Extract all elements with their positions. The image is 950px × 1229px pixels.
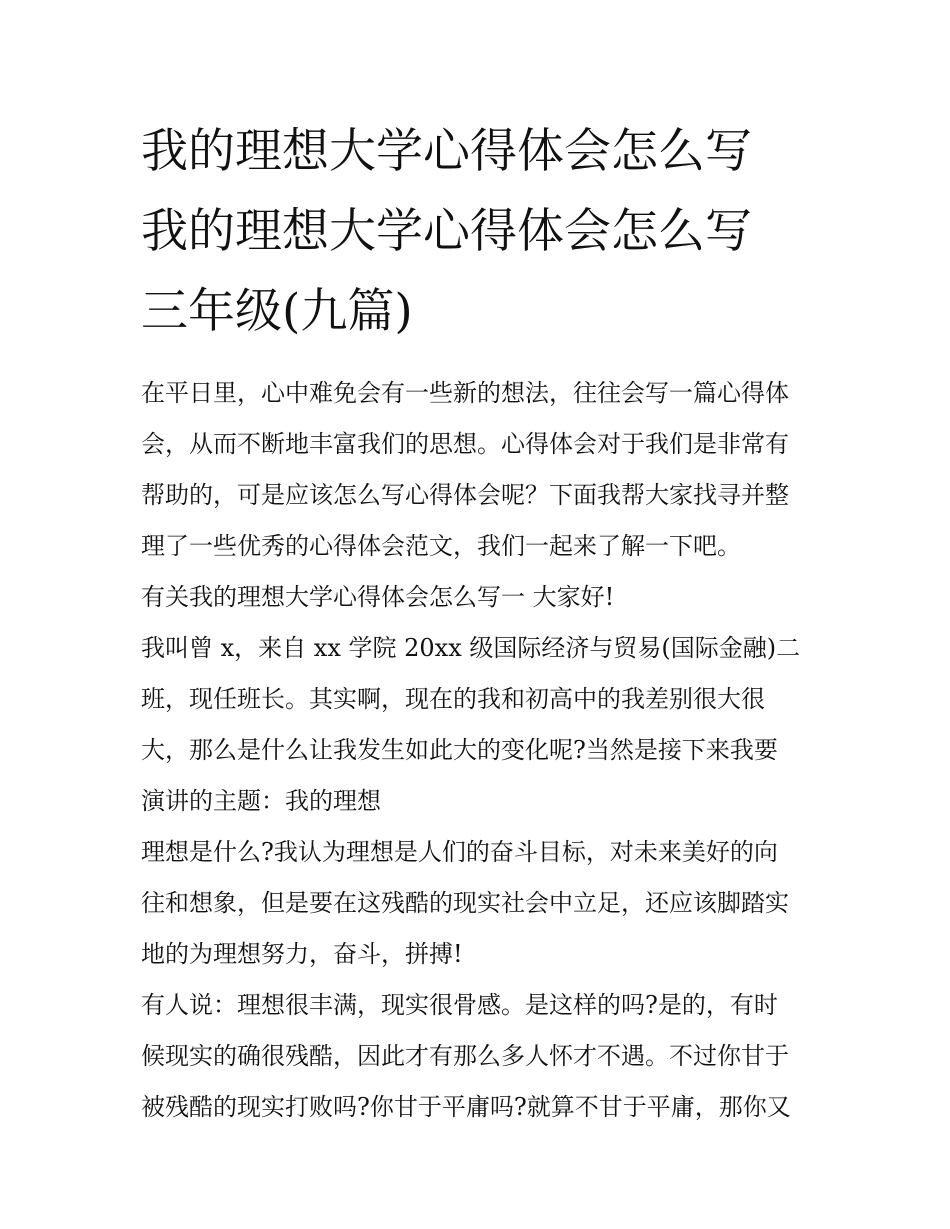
paragraph-what-is-ideal (141, 827, 821, 980)
paragraph-self-intro (141, 623, 821, 827)
text-line: 演讲的主题：我的理想 (141, 787, 381, 815)
text-line: 地的为理想努力，奋斗，拼搏! (141, 940, 463, 968)
text-line: 理想是什么?我认为理想是人们的奋斗目标，对未来美好的向 (141, 838, 778, 866)
paragraph-reality (141, 980, 821, 1133)
text-line: 帮助的，可是应该怎么写心得体会呢？下面我帮大家找寻并整 (141, 481, 789, 509)
text-line: 我叫曾 x，来自 xx 学院 20xx 级国际经济与贸易(国际金融)二 (141, 634, 801, 662)
text-line: 大，那么是什么让我发生如此大的变化呢?当然是接下来我要 (141, 736, 778, 764)
text-line: 往和想象，但是要在这残酷的现实社会中立足，还应该脚踏实 (141, 889, 789, 917)
title-line: 我的理想大学心得体会怎么写 (141, 204, 752, 259)
text-line: 候现实的确很残酷，因此才有那么多人怀才不遇。不过你甘于 (141, 1042, 789, 1070)
title-line: 三年级(九篇) (141, 284, 413, 339)
title-line: 我的理想大学心得体会怎么写 (141, 124, 752, 179)
paragraph-intro (141, 368, 821, 572)
document-body (141, 368, 821, 1133)
text-line: 被残酷的现实打败吗?你甘于平庸吗?就算不甘于平庸，那你又 (141, 1093, 791, 1121)
text-line: 会，从而不断地丰富我们的思想。心得体会对于我们是非常有 (141, 430, 789, 458)
text-line: 班，现任班长。其实啊，现在的我和初高中的我差别很大很 (141, 685, 765, 713)
text-line: 有关我的理想大学心得体会怎么写一 大家好! (141, 583, 615, 611)
paragraph-section-heading (141, 572, 821, 623)
text-line: 理了一些优秀的心得体会范文，我们一起来了解一下吧。 (141, 532, 741, 560)
text-line: 有人说：理想很丰满，现实很骨感。是这样的吗?是的，有时 (141, 991, 778, 1019)
document-page (141, 112, 821, 1133)
document-title (141, 112, 821, 352)
text-line: 在平日里，心中难免会有一些新的想法，往往会写一篇心得体 (141, 379, 789, 407)
